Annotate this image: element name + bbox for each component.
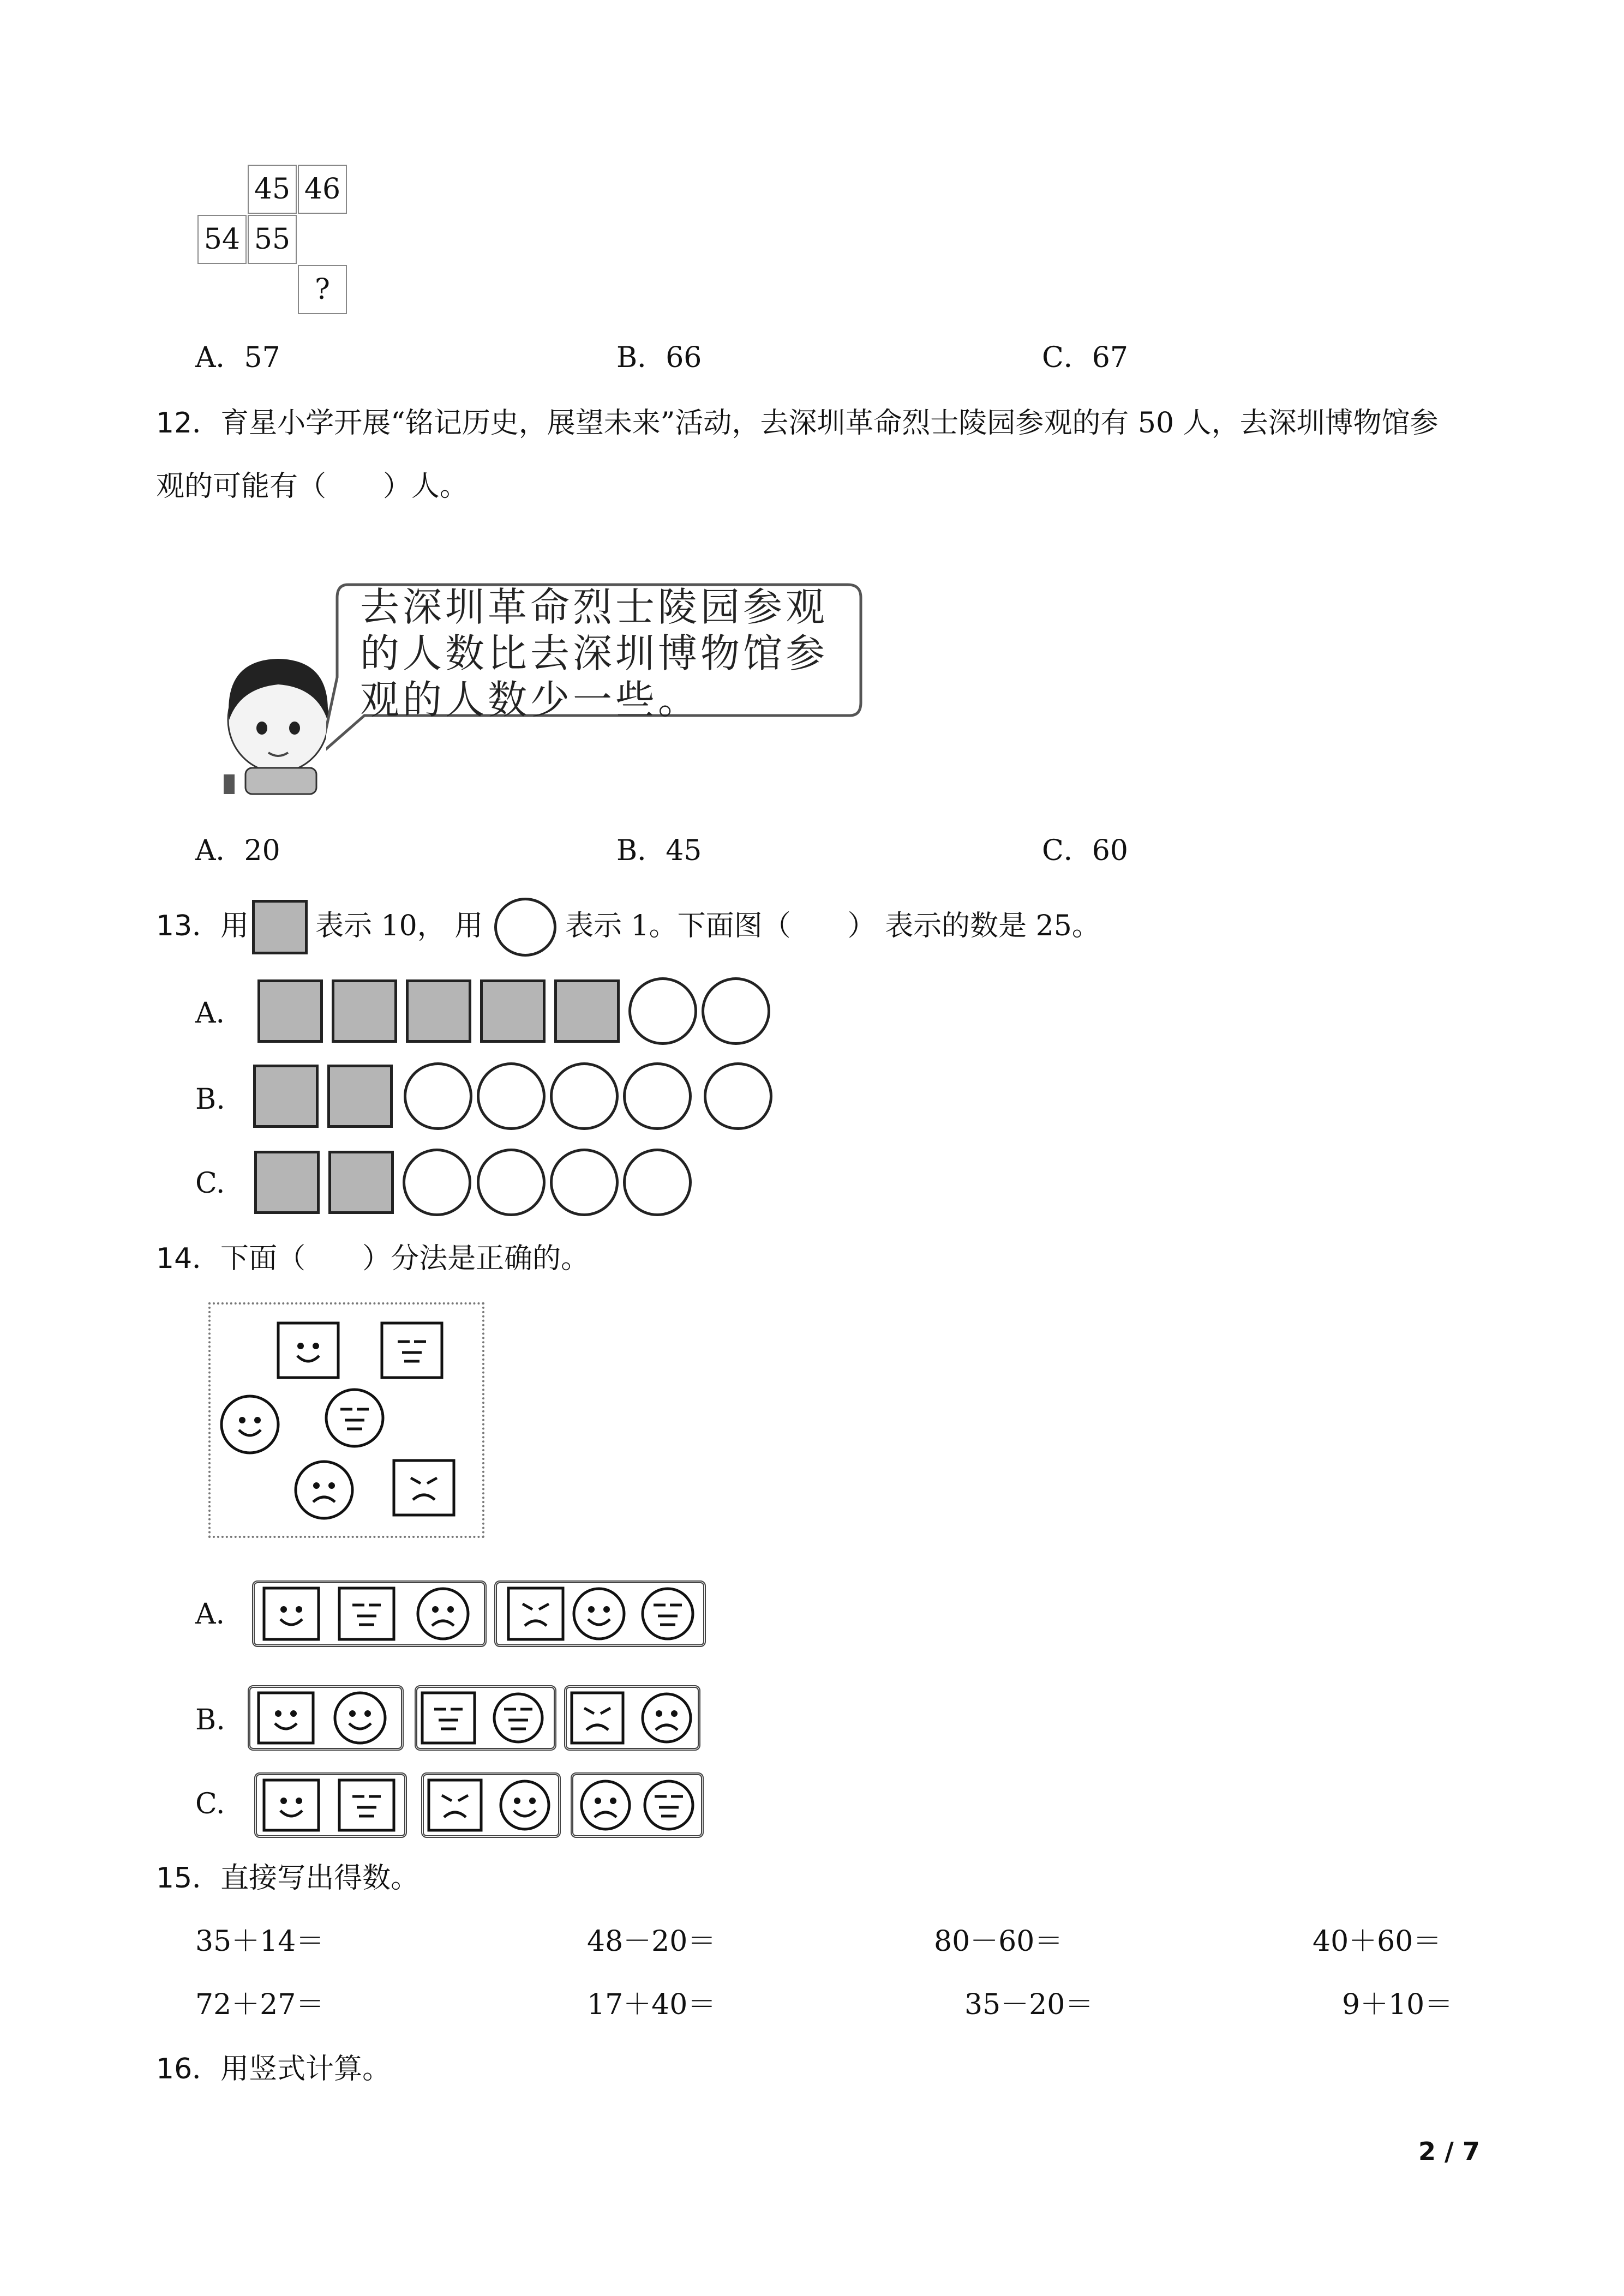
ten-square-legend bbox=[252, 900, 308, 954]
square-sad-face bbox=[394, 1460, 454, 1515]
round-smile-face bbox=[221, 1396, 278, 1453]
question-12-line1 bbox=[156, 407, 1439, 440]
question-text: 用 bbox=[220, 910, 249, 942]
ten-square bbox=[253, 1065, 319, 1128]
question-12-line2: 观的可能有（ ）人。 bbox=[156, 470, 469, 503]
one-circle bbox=[550, 1062, 619, 1130]
arithmetic-item: 48－20＝ bbox=[587, 1925, 716, 1958]
option-b[interactable]: B．66 bbox=[616, 341, 702, 374]
arithmetic-item: 9＋10＝ bbox=[1342, 1988, 1453, 2021]
bubble-line: 去深圳革命烈士陵园参观 bbox=[360, 584, 829, 630]
one-circle bbox=[702, 977, 770, 1045]
one-circle bbox=[623, 1062, 692, 1130]
question-number: 16． bbox=[156, 2053, 221, 2085]
option-a[interactable]: A．20 bbox=[195, 834, 280, 867]
option-a-label[interactable]: A. bbox=[195, 1598, 225, 1631]
option-a[interactable]: A．57 bbox=[195, 341, 280, 374]
arithmetic-item: 40＋60＝ bbox=[1313, 1925, 1442, 1958]
one-circle bbox=[477, 1062, 546, 1130]
option-b[interactable]: B．45 bbox=[616, 834, 702, 867]
ten-square bbox=[328, 1151, 394, 1214]
question-14 bbox=[156, 1242, 589, 1275]
question-15 bbox=[156, 1862, 419, 1895]
bubble-line: 观的人数少一些。 bbox=[360, 677, 701, 723]
page-number: 2 / 7 bbox=[1418, 2137, 1480, 2166]
question-13-number bbox=[156, 910, 249, 942]
ten-square bbox=[327, 1065, 393, 1128]
arithmetic-item: 17＋40＝ bbox=[587, 1988, 716, 2021]
grid-cell-question: ? bbox=[298, 265, 347, 314]
question-text: 用竖式计算。 bbox=[220, 2053, 391, 2085]
one-circle bbox=[403, 1149, 471, 1216]
one-circle bbox=[550, 1149, 619, 1216]
one-circle bbox=[404, 1062, 472, 1130]
question-text: 表示 1。下面图（ ） 表示的数是 25。 bbox=[565, 910, 1100, 942]
one-circle bbox=[628, 977, 697, 1045]
question-number: 15． bbox=[156, 1862, 221, 1895]
round-sad-face bbox=[296, 1462, 352, 1518]
square-flat-face bbox=[382, 1323, 442, 1378]
option-b-faces bbox=[248, 1685, 706, 1751]
arithmetic-item: 80－60＝ bbox=[934, 1925, 1063, 1958]
ten-square bbox=[254, 1151, 320, 1214]
question-text: 直接写出得数。 bbox=[220, 1862, 420, 1895]
arithmetic-item: 35－20＝ bbox=[964, 1988, 1094, 2021]
one-circle bbox=[704, 1062, 772, 1130]
ten-square bbox=[406, 979, 471, 1043]
one-circle bbox=[477, 1149, 546, 1216]
option-a-label[interactable]: A. bbox=[195, 997, 225, 1030]
option-c-faces bbox=[254, 1772, 712, 1838]
option-c-label[interactable]: C. bbox=[195, 1167, 225, 1200]
question-text: 表示 10， 用 bbox=[315, 910, 483, 942]
grid-cell: 55 bbox=[248, 215, 297, 264]
bubble-line: 的人数比去深圳博物馆参 bbox=[360, 630, 829, 676]
option-a-faces bbox=[252, 1580, 710, 1647]
arithmetic-item: 72＋27＝ bbox=[195, 1988, 325, 2021]
ten-square bbox=[332, 979, 397, 1043]
square-smile-face bbox=[278, 1323, 338, 1378]
round-flat-face bbox=[326, 1390, 383, 1446]
question-number: 13． bbox=[156, 910, 221, 942]
arithmetic-item: 35＋14＝ bbox=[195, 1925, 325, 1958]
grid-cell: 46 bbox=[298, 165, 347, 214]
option-c[interactable]: C．60 bbox=[1042, 834, 1128, 867]
question-number: 12． bbox=[156, 407, 221, 440]
ten-square bbox=[480, 979, 546, 1043]
faces-figure bbox=[208, 1302, 484, 1538]
question-number: 14． bbox=[156, 1242, 221, 1275]
one-circle-legend bbox=[494, 898, 556, 957]
grid-cell: 54 bbox=[197, 215, 247, 264]
question-text: 下面（ ）分法是正确的。 bbox=[220, 1242, 590, 1275]
option-b-label[interactable]: B. bbox=[195, 1704, 225, 1736]
one-circle bbox=[623, 1149, 692, 1216]
option-c-label[interactable]: C. bbox=[195, 1788, 225, 1820]
option-c[interactable]: C．67 bbox=[1042, 341, 1128, 374]
ten-square bbox=[554, 979, 620, 1043]
ten-square bbox=[257, 979, 323, 1043]
question-text: 育星小学开展“铭记历史，展望未来”活动，去深圳革命烈士陵园参观的有 50 人，去深圳博物馆参 bbox=[220, 407, 1439, 440]
grid-cell: 45 bbox=[248, 165, 297, 214]
number-grid bbox=[195, 165, 349, 318]
question-16 bbox=[156, 2053, 391, 2085]
option-b-label[interactable]: B. bbox=[195, 1083, 225, 1116]
